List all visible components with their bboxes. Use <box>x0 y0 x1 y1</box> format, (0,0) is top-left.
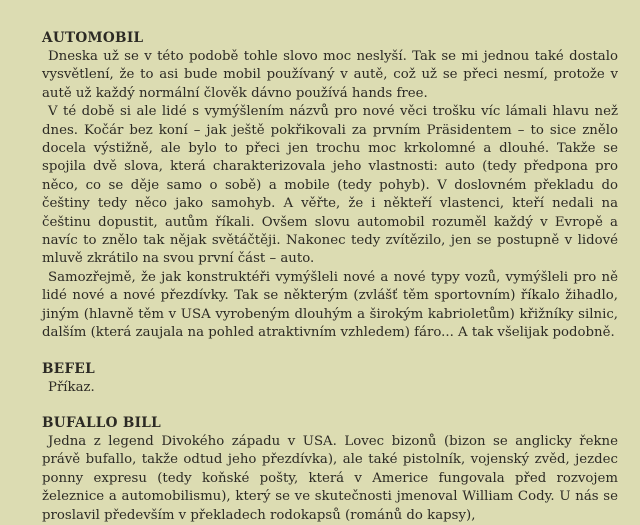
entry-bufallo-bill <box>42 415 618 525</box>
entry-spacer <box>42 343 618 361</box>
entry-befel <box>42 361 618 397</box>
entry-automobil <box>42 30 618 343</box>
entry-spacer <box>42 397 618 415</box>
entry-paragraph: Jedna z legend Divokého západu v USA. Lovec bizonů (bizon se anglicky řekne právě bufallo, takže odtud jeho přezdívka), ale také pistolník, vojenský zvěd, jezdec ponny expresu (tedy koňské pošty, která v Americe fungovala před rozvojem železnice a automobilismu), který se ve skutečnosti jmenoval William Cody. U nás se proslavil především v překladech rodokapsů (románů do kapsy), <box>42 433 618 523</box>
entry-paragraph: Samozřejmě, že jak konstruktéři vymýšleli nové a nové typy vozů, vymýšleli pro ně lidé nové a nové přezdívky. Tak se některým (zvlášť těm sportovním) říkalo žihadlo, jiným (hlavně těm v USA vyrobeným dlouhým a širokým kabrioletům) křižníky silnic, dalším (která zaujala na pohled atraktivním vzhledem) fáro... A tak všelijak podobně. <box>42 269 618 341</box>
entry-paragraph: V té době si ale lidé s vymýšlením názvů pro nové věci trošku víc lámali hlavu než dnes. Kočár bez koní – jak ještě pokřikovali za prvním Präsidentem – to sice znělo docela výstižně, ale bylo to přeci jen trochu moc krkolomné a dlouhé. Takže se spojila dvě slova, která charakterizovala jeho vlastnosti: auto (tedy předpona pro něco, co se děje samo o sobě) a mobile (tedy pohyb). V doslovném překladu do češtiny tedy něco jako samohyb. A věřte, že i někteří vlastenci, kteří nedali na češtinu dopustit, autům říkali. Ovšem slovu automobil rozuměl každý v Evropě a navíc to znělo tak nějak světáčtěji. Nakonec tedy zvítězilo, jen se postupně v lidové mluvě zkrátilo na svou první část – auto. <box>42 104 618 267</box>
dictionary-page <box>42 30 618 525</box>
entry-paragraph: Dneska už se v této podobě tohle slovo moc neslyší. Tak se mi jednou také dostalo vysvětlení, že to asi bude mobil používaný v autě, což už se přeci nesmí, protože v autě už každý normální člověk dávno používá hands free. <box>42 49 618 101</box>
entry-heading: BUFALLO BILL <box>42 414 162 431</box>
entry-heading: BEFEL <box>42 360 95 377</box>
entry-heading: AUTOMOBIL <box>42 30 144 46</box>
entry-paragraph: Příkaz. <box>48 379 95 395</box>
